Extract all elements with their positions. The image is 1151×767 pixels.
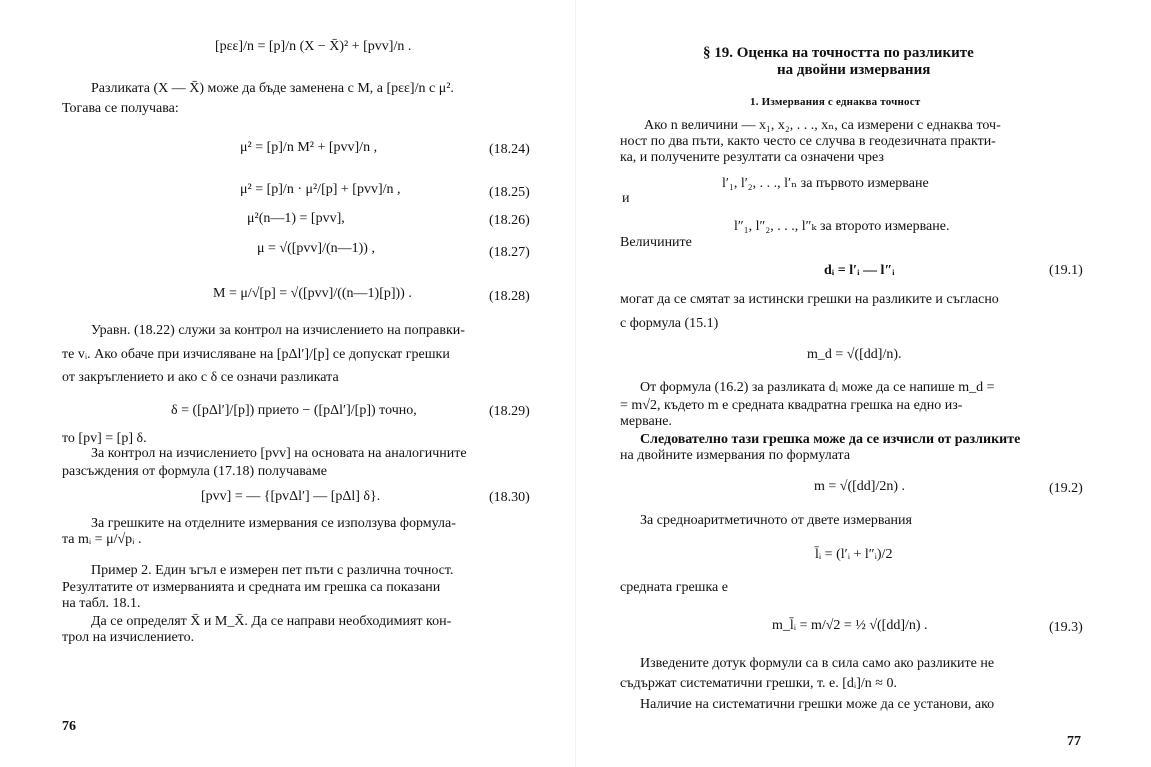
text-line: За средноаритметичното от двете измервания: [640, 513, 912, 528]
text-line: Изведените дотук формули са в сила само ако разликите не: [640, 656, 995, 671]
text-line: и: [622, 191, 630, 206]
equation: μ² = [p]/n M² + [pvv]/n ,: [240, 140, 378, 155]
text-line: те vᵢ. Ако обаче при изчисляване на [pΔl′]/[p] се допускат грешки: [62, 347, 450, 362]
text-line: Да се определят X̄ и M_X̄. Да се направи необходимият кон-: [91, 614, 452, 629]
page-number: 77: [1067, 734, 1081, 749]
section-title: § 19. Оценка на точността по разликите: [703, 45, 974, 61]
equation-number: (18.25): [489, 185, 530, 200]
text-line: могат да се смятат за истински грешки на разликите и съгласно: [620, 292, 999, 307]
text-line: разсъждения от формула (17.18) получаваме: [62, 464, 327, 479]
equation-number: (18.27): [489, 245, 530, 260]
text-line: трол на изчислението.: [62, 630, 195, 645]
text-line: Уравн. (18.22) служи за контрол на изчислението на поправки-: [91, 323, 465, 338]
left-page: [0, 0, 575, 767]
equation: l″₁, l″₂, . . ., l″ₖ за второто измерване.: [734, 219, 950, 234]
text-line: Тогава се получава:: [62, 101, 179, 116]
text-line: Пример 2. Един ъгъл е измерен пет пъти с различна точност.: [91, 563, 454, 578]
text-line: на двойните измервания по формулата: [620, 448, 851, 463]
text-line: ка, и получените резултати са означени чрез: [620, 150, 884, 165]
text-line: Наличие на систематични грешки може да се установи, ако: [640, 697, 995, 712]
text-line: Резултатите от измерванията и средната им грешка са показани: [62, 580, 441, 595]
text-line: мерване.: [620, 414, 672, 429]
equation-number: (18.29): [489, 404, 530, 419]
page-number: 76: [62, 719, 76, 734]
equation: [pεε]/n = [p]/n (X − X̄)² + [pvv]/n .: [215, 39, 412, 54]
text-line: ност по два пъти, както често се случва в геодезичната практи-: [620, 134, 996, 149]
subsection-title: 1. Измервания с еднаква точност: [750, 96, 921, 108]
text-line: Ако n величини — x₁, x₂, . . ., xₙ, са измерени с еднаква точ-: [644, 118, 1001, 133]
text-line: Разликата (X — X̄) може да бъде заменена с M, а [pεε]/n с μ².: [91, 81, 454, 96]
text-line: от закръглението и ако с δ се означи разликата: [62, 370, 339, 385]
equation-number: (19.1): [1049, 263, 1083, 278]
equation: μ² = [p]/n · μ²/[p] + [pvv]/n ,: [240, 182, 401, 197]
right-page: [576, 0, 1151, 767]
equation: m_d = √([dd]/n).: [807, 347, 902, 362]
text-line: та mᵢ = μ/√pᵢ .: [62, 532, 142, 547]
text-line: Следователно тази грешка може да се изчисли от разликите: [640, 432, 1021, 447]
text-line: съдържат систематични грешки, т. е. [dᵢ]/n ≈ 0.: [620, 676, 897, 691]
equation: μ = √([pvv]/(n—1)) ,: [257, 241, 375, 256]
equation-number: (18.26): [489, 213, 530, 228]
text-line: на табл. 18.1.: [62, 596, 141, 611]
equation: dᵢ = l′ᵢ — l″ᵢ: [824, 263, 895, 278]
text-line: с формула (15.1): [620, 316, 719, 331]
equation: δ = ([pΔl′]/[p]) прието − ([pΔl′]/[p]) точно,: [171, 403, 417, 418]
equation-number: (18.30): [489, 490, 530, 505]
section-title: на двойни измервания: [777, 62, 931, 78]
text-line: = m√2, където m е средната квадратна грешка на едно из-: [620, 398, 963, 413]
equation: μ²(n—1) = [pvv],: [247, 211, 345, 226]
equation-number: (18.28): [489, 289, 530, 304]
equation: [pvv] = — {[pvΔl′] — [pΔl] δ}.: [201, 489, 381, 504]
equation: l̄ᵢ = (l′ᵢ + l″ᵢ)/2: [815, 547, 893, 562]
equation-number: (19.3): [1049, 620, 1083, 635]
equation: l′₁, l′₂, . . ., l′ₙ за първото измерване: [722, 176, 929, 191]
text-line: Величините: [620, 235, 692, 250]
equation-number: (19.2): [1049, 481, 1083, 496]
text-line: За контрол на изчислението [pvv] на основата на аналогичните: [91, 446, 467, 461]
equation: M = μ/√[p] = √([pvv]/((n—1)[p])) .: [213, 286, 412, 301]
text-line: то [pv] = [p] δ.: [62, 431, 147, 446]
equation-number: (18.24): [489, 142, 530, 157]
equation: m_l̄ᵢ = m/√2 = ½ √([dd]/n) .: [772, 618, 928, 633]
text-line: За грешките на отделните измервания се използува формула-: [91, 516, 456, 531]
text-line: средната грешка е: [620, 580, 728, 595]
equation: m = √([dd]/2n) .: [814, 479, 906, 494]
text-line: От формула (16.2) за разликата dᵢ може да се напише m_d =: [640, 380, 995, 395]
